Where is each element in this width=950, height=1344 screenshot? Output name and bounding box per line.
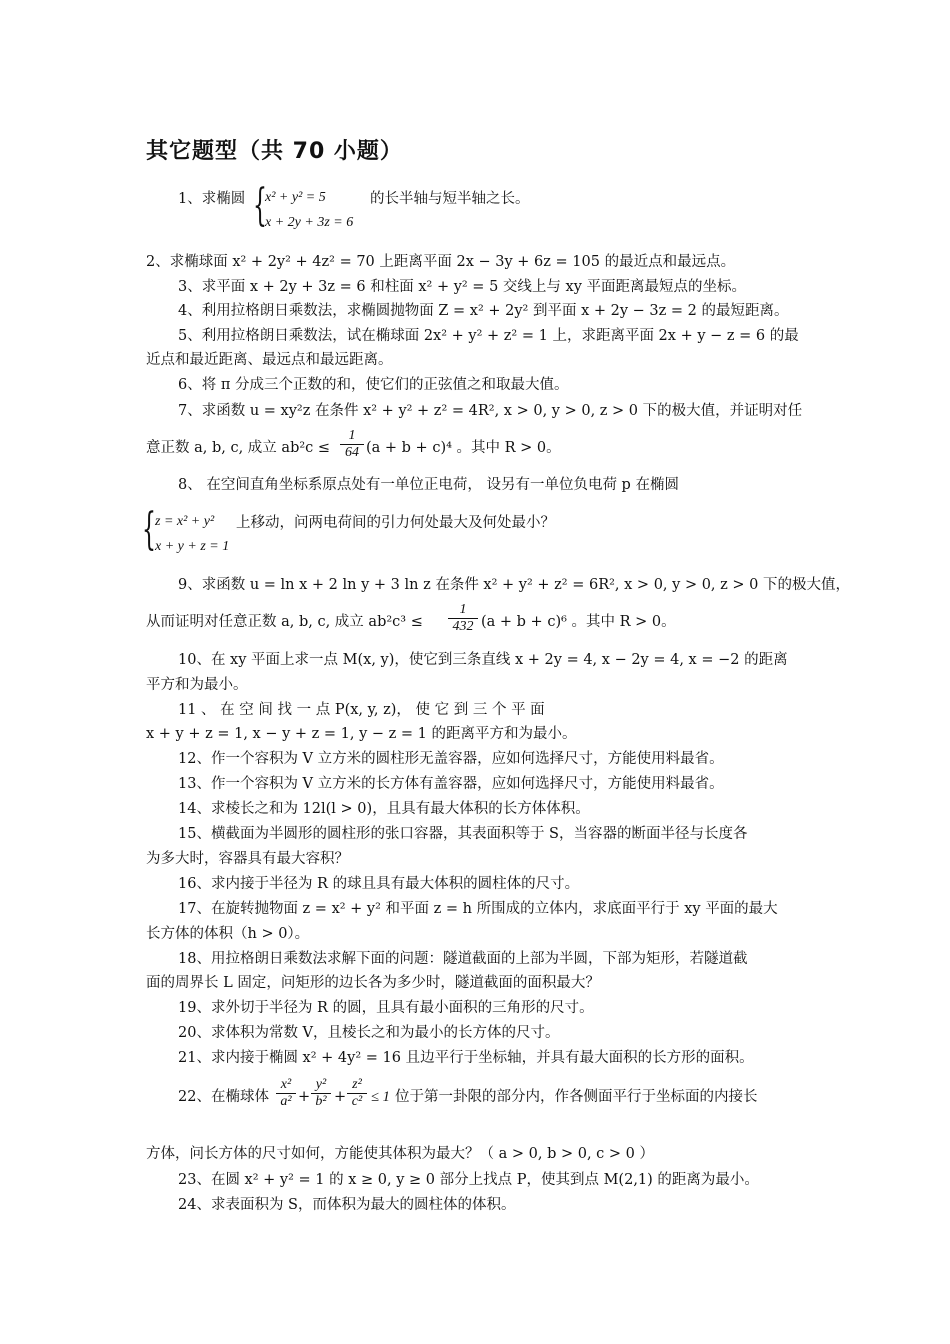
question-18-line-1: 18、用拉格朗日乘数法求解下面的问题：隧道截面的上部为半圆，下部为矩形，若隧道截 xyxy=(178,951,748,967)
question-16: 16、求内接于半径为 R 的球且具有最大体积的圆柱体的尺寸。 xyxy=(178,876,580,892)
fraction-numerator: 1 xyxy=(459,602,467,617)
question-11-line-2: x + y + z = 1, x − y + z = 1, y − z = 1 的距离平方和为最小。 xyxy=(146,726,577,742)
question-5-line-1: 5、利用拉格朗日乘数法，试在椭球面 2x² + y² + z² = 1 上，求距离平面 2x + y − z = 6 的最 xyxy=(178,328,799,344)
fraction-numerator: y² xyxy=(315,1077,327,1092)
question-18-line-2: 面的周界长 L 固定，问矩形的边长各为多少时，隧道截面的面积最大？ xyxy=(146,975,600,991)
question-1-suffix: 的长半轴与短半轴之长。 xyxy=(370,191,530,207)
fraction-denominator: a² xyxy=(276,1093,296,1110)
question-8-suffix: 上移动，问两电荷间的引力何处最大及何处最小？ xyxy=(236,515,555,531)
question-2: 2、求椭球面 x² + 2y² + 4z² = 70 上距离平面 2x − 3y + 6z = 105 的最近点和最远点。 xyxy=(146,254,736,270)
question-20: 20、求体积为常数 V，且棱长之和为最小的长方体的尺寸。 xyxy=(178,1025,560,1041)
question-17-line-1: 17、在旋转抛物面 z = x² + y² 和平面 z = h 所围成的立体内，求底面平行于 xy 平面的最大 xyxy=(178,901,778,917)
question-22-relation: ≤ 1 xyxy=(371,1089,390,1105)
fraction-denominator: b² xyxy=(311,1093,331,1110)
question-22-line-2: 方体，问长方体的尺寸如何，方能使其体积为最大？（ a > 0, b > 0, c > 0 ） xyxy=(146,1146,654,1162)
fraction-1-64 xyxy=(340,428,364,461)
question-19: 19、求外切于半径为 R 的圆，且具有最小面积的三角形的尺寸。 xyxy=(178,1000,594,1016)
fraction-denominator: 432 xyxy=(448,618,478,635)
question-3: 3、求平面 x + 2y + 3z = 6 和柱面 x² + y² = 5 交线上与 xy 平面距离最短点的坐标。 xyxy=(178,279,746,295)
page-title: 其它题型（共 70 小题） xyxy=(146,139,403,164)
question-8-line-1: 8、 在空间直角坐标系原点处有一单位正电荷， 设另有一单位负电荷 p 在椭圆 xyxy=(178,477,679,493)
fraction-y2-b2 xyxy=(311,1077,331,1110)
system-brace: { xyxy=(142,504,156,555)
fraction-x2-a2 xyxy=(276,1077,296,1110)
fraction-1-432 xyxy=(448,602,478,635)
question-15-line-2: 为多大时，容器具有最大容积？ xyxy=(146,851,349,867)
question-1-eq2: x + 2y + 3z = 6 xyxy=(265,215,354,230)
question-7-line-1: 7、求函数 u = xy²z 在条件 x² + y² + z² = 4R², x > 0, y > 0, z > 0 下的极大值，并证明对任 xyxy=(178,403,803,419)
fraction-numerator: x² xyxy=(280,1077,292,1092)
question-7-suffix: (a + b + c)⁴ 。其中 R > 0。 xyxy=(366,440,561,456)
question-1-eq1: x² + y² = 5 xyxy=(265,190,326,205)
fraction-numerator: 1 xyxy=(348,428,356,443)
fraction-numerator: z² xyxy=(352,1077,362,1092)
question-17-line-2: 长方体的体积（h > 0）。 xyxy=(146,926,310,942)
question-10-line-2: 平方和为最小。 xyxy=(146,677,248,693)
question-10-line-1: 10、在 xy 平面上求一点 M(x, y)，使它到三条直线 x + 2y = 4, x − 2y = 4, x = −2 的距离 xyxy=(178,652,788,668)
fraction-denominator: c² xyxy=(347,1093,367,1110)
question-24: 24、求表面积为 S，而体积为最大的圆柱体的体积。 xyxy=(178,1197,516,1213)
question-21: 21、求内接于椭圆 x² + 4y² = 16 且边平行于坐标轴，并具有最大面积的长方形的面积。 xyxy=(178,1050,754,1066)
question-23: 23、在圆 x² + y² = 1 的 x ≥ 0, y ≥ 0 部分上找点 P，使其到点 M(2,1) 的距离为最小。 xyxy=(178,1172,759,1188)
question-5-line-2: 近点和最近距离、最远点和最远距离。 xyxy=(146,352,393,368)
question-22-prefix: 22、在椭球体 xyxy=(178,1089,269,1105)
question-1-prefix: 1、求椭圆 xyxy=(178,191,246,207)
question-12: 12、作一个容积为 V 立方米的圆柱形无盖容器，应如何选择尺寸，方能使用料最省。 xyxy=(178,751,724,767)
question-22-suffix: 位于第一卦限的部分内，作各侧面平行于坐标面的内接长 xyxy=(395,1089,758,1105)
question-9-prefix: 从而证明对任意正数 a, b, c, 成立 ab²c³ ≤ xyxy=(146,614,423,630)
fraction-denominator: 64 xyxy=(340,444,364,461)
question-15-line-1: 15、横截面为半圆形的圆柱形的张口容器，其表面积等于 S，当容器的断面半径与长度各 xyxy=(178,826,748,842)
system-brace: { xyxy=(253,180,267,231)
fraction-z2-c2 xyxy=(347,1077,367,1110)
plus-sign: + xyxy=(334,1089,347,1105)
question-9-suffix: (a + b + c)⁶ 。其中 R > 0。 xyxy=(481,614,676,630)
question-8-eq2: x + y + z = 1 xyxy=(155,539,230,554)
question-6: 6、将 π 分成三个正数的和，使它们的正弦值之和取最大值。 xyxy=(178,377,569,393)
question-11-line-1: 11 、 在 空 间 找 一 点 P(x, y, z)， 使 它 到 三 个 平 面 xyxy=(178,702,545,718)
question-13: 13、作一个容积为 V 立方米的长方体有盖容器，应如何选择尺寸，方能使用料最省。 xyxy=(178,776,724,792)
question-7-prefix: 意正数 a, b, c, 成立 ab²c ≤ xyxy=(146,440,331,456)
plus-sign: + xyxy=(298,1089,311,1105)
question-9-line-1: 9、求函数 u = ln x + 2 ln y + 3 ln z 在条件 x² + y² + z² = 6R², x > 0, y > 0, z > 0 下的极大值， xyxy=(178,577,850,593)
question-4: 4、利用拉格朗日乘数法，求椭圆抛物面 Z = x² + 2y² 到平面 x + 2y − 3z = 2 的最短距离。 xyxy=(178,303,789,319)
question-8-eq1: z = x² + y² xyxy=(155,514,215,529)
question-14: 14、求棱长之和为 12l(l > 0)，且具有最大体积的长方体体积。 xyxy=(178,801,590,817)
